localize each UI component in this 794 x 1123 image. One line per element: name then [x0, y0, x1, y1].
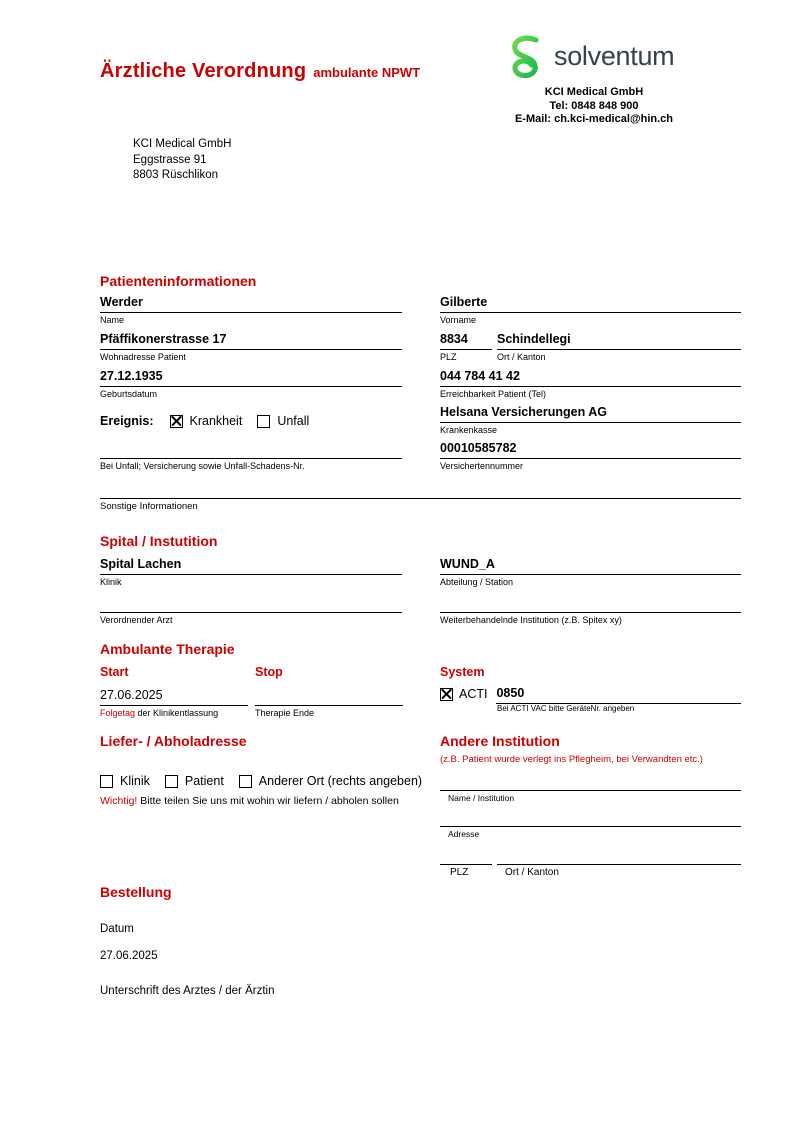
company-contact-block	[468, 86, 720, 127]
acti-checkbox	[440, 688, 453, 701]
field-unfall-nr	[100, 441, 402, 471]
field-andere-ort-label: Ort / Kanton	[505, 867, 559, 878]
krankheit-label: Krankheit	[189, 414, 243, 428]
section-title-bestellung: Bestellung	[100, 884, 172, 900]
start-column-head: Start	[100, 665, 129, 679]
field-geburtsdatum-value: 27.12.1935	[100, 369, 402, 387]
field-versichertennummer	[440, 441, 741, 471]
field-andere-plz-label: PLZ	[450, 867, 469, 878]
brand-logo	[505, 34, 674, 79]
field-klinik-label: Klinik	[100, 577, 122, 587]
field-weiterbehandelnd	[440, 593, 741, 625]
field-versichertennummer-label: Versichertennummer	[440, 461, 524, 471]
liefer-patient-label: Patient	[184, 774, 224, 788]
field-verordnender-arzt-value	[100, 593, 402, 613]
liefer-hinweis	[100, 795, 399, 807]
field-plz-value: 8834	[440, 332, 492, 350]
field-wohnadresse	[100, 332, 402, 362]
page-title: Ärztliche Verordnung	[100, 60, 307, 82]
field-weiterbehandelnd-value	[440, 593, 741, 613]
field-sonstige	[100, 480, 741, 512]
field-andere-adresse	[440, 806, 741, 839]
sender-address-block	[133, 137, 231, 184]
field-andere-name	[440, 770, 741, 803]
page-subtitle: ambulante NPWT	[313, 65, 421, 80]
section-title-therapie: Ambulante Therapie	[100, 641, 235, 657]
field-andere-name-value	[440, 770, 741, 791]
contact-tel: Tel: 0848 848 900	[549, 99, 639, 112]
solventum-logo-wordmark: solventum	[554, 41, 675, 71]
datum-label: Datum	[100, 923, 134, 935]
liefer-anderer-ort-label: Anderer Ort (rechts angeben)	[258, 774, 423, 788]
field-verordnender-arzt	[100, 593, 402, 625]
field-name-value: Werder	[100, 295, 402, 313]
section-title-andere: Andere Institution	[440, 733, 560, 749]
field-erreichbarkeit-label: Erreichbarkeit Patient (Tel)	[440, 389, 547, 399]
field-andere-plz-value	[440, 844, 492, 865]
field-geraetenr-label: Bei ACTI VAC bitte GeräteNr. angeben	[497, 704, 635, 713]
sender-line: Eggstrasse 91	[133, 153, 207, 166]
field-plz-label: PLZ	[440, 352, 457, 362]
field-klinik	[100, 557, 402, 587]
field-abteilung	[440, 557, 741, 587]
field-verordnender-arzt-label: Verordnender Arzt	[100, 615, 173, 625]
krankheit-checkbox	[170, 415, 183, 428]
field-plz	[440, 332, 492, 362]
field-therapie-start	[100, 688, 248, 718]
field-andere-plz	[440, 844, 492, 878]
field-vorname-value: Gilberte	[440, 295, 741, 313]
field-abteilung-label: Abteilung / Station	[440, 577, 514, 587]
field-geraetenr-value: 0850	[496, 686, 741, 704]
contact-company: KCI Medical GmbH	[544, 86, 644, 98]
section-title-spital: Spital / Instutition	[100, 533, 218, 549]
field-krankenkasse-value: Helsana Versicherungen AG	[440, 405, 741, 423]
unterschrift-label: Unterschrift des Arztes / der Ärztin	[100, 985, 275, 997]
ereignis-row	[100, 414, 309, 428]
field-vorname-label: Vorname	[440, 315, 477, 325]
field-andere-ort	[497, 844, 741, 878]
field-krankenkasse	[440, 405, 741, 435]
field-weiterbehandelnd-label: Weiterbehandelnde Institution (z.B. Spitex xy)	[440, 615, 622, 625]
field-ort-label: Ort / Kanton	[497, 352, 546, 362]
system-field-group	[440, 686, 741, 713]
field-geburtsdatum-label: Geburtsdatum	[100, 389, 158, 399]
field-erreichbarkeit-value: 044 784 41 42	[440, 369, 741, 387]
field-wohnadresse-value: Pfäffikonerstrasse 17	[100, 332, 402, 350]
field-therapie-stop-label: Therapie Ende	[255, 708, 315, 718]
folgetag-label-rest: der Klinikentlassung	[137, 708, 219, 718]
field-therapie-start-value: 27.06.2025	[100, 688, 248, 706]
field-versichertennummer-value: 00010585782	[440, 441, 741, 459]
datum-value: 27.06.2025	[100, 950, 158, 962]
wichtig-text: Bitte teilen Sie uns mit wohin wir liefern / abholen sollen	[140, 795, 399, 807]
ereignis-label: Ereignis:	[100, 414, 154, 428]
wichtig-label: Wichtig!	[100, 795, 138, 807]
field-name	[100, 295, 402, 325]
liefer-klinik-checkbox	[100, 775, 113, 788]
field-unfall-nr-value	[100, 441, 402, 459]
liefer-klinik-label: Klinik	[120, 774, 150, 788]
field-vorname	[440, 295, 741, 325]
field-abteilung-value: WUND_A	[440, 557, 741, 575]
field-erreichbarkeit	[440, 369, 741, 399]
sender-line: 8803 Rüschlikon	[133, 169, 219, 181]
document-title-row	[100, 60, 420, 83]
unfall-checkbox	[257, 415, 270, 428]
field-ort	[497, 332, 741, 362]
field-andere-adresse-label: Adresse	[448, 829, 480, 839]
field-unfall-nr-label: Bei Unfall; Versicherung sowie Unfall-Schadens-Nr.	[100, 461, 305, 471]
andere-subtitle: (z.B. Patient wurde verlegt ins Pflegheim, bei Verwandten etc.)	[440, 754, 703, 765]
field-therapie-stop	[255, 688, 403, 718]
section-title-patient: Patienteninformationen	[100, 273, 257, 289]
acti-option-label: ACTI	[459, 687, 488, 701]
field-therapie-start-label	[100, 708, 248, 718]
field-andere-name-label: Name / Institution	[448, 793, 515, 803]
field-name-label: Name	[100, 315, 125, 325]
section-title-liefer: Liefer- / Abholadresse	[100, 733, 247, 749]
folgetag-label-red: Folgetag	[100, 708, 136, 718]
field-andere-adresse-value	[440, 806, 741, 827]
unfall-label: Unfall	[277, 414, 310, 428]
liefer-patient-checkbox	[165, 775, 178, 788]
field-sonstige-label: Sonstige Informationen	[100, 501, 198, 512]
field-therapie-stop-value	[255, 688, 403, 706]
system-column-head: System	[440, 665, 485, 679]
solventum-logo-icon	[505, 34, 546, 79]
contact-email: E-Mail: ch.kci-medical@hin.ch	[514, 113, 674, 125]
liefer-anderer-ort-checkbox	[239, 775, 252, 788]
field-sonstige-value	[100, 480, 741, 499]
field-andere-ort-value	[497, 844, 741, 865]
field-krankenkasse-label: Krankenkasse	[440, 425, 498, 435]
field-ort-value: Schindellegi	[497, 332, 741, 350]
stop-column-head: Stop	[255, 665, 283, 679]
field-klinik-value: Spital Lachen	[100, 557, 402, 575]
field-wohnadresse-label: Wohnadresse Patient	[100, 352, 186, 362]
field-geburtsdatum	[100, 369, 402, 399]
liefer-options-row	[100, 774, 422, 788]
sender-line: KCI Medical GmbH	[133, 138, 232, 150]
